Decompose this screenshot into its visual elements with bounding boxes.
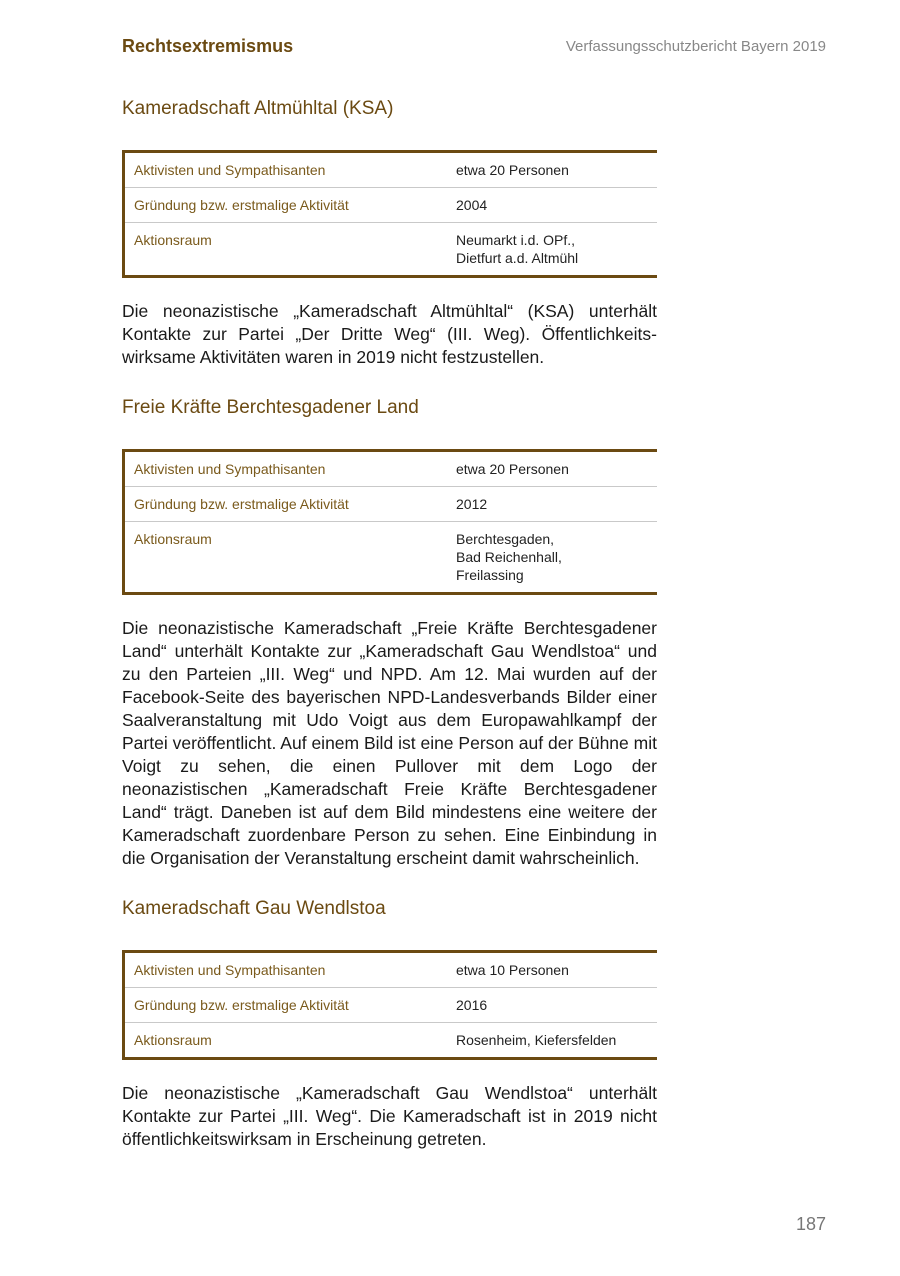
row-value — [456, 1031, 616, 1049]
row-label: Gründung bzw. erstmalige Aktivität — [134, 997, 349, 1013]
row-label: Aktionsraum — [134, 232, 212, 248]
row-value — [456, 530, 562, 584]
page-number: 187 — [795, 1214, 826, 1234]
table-row — [125, 988, 657, 1023]
row-value — [456, 161, 569, 179]
table-row — [125, 522, 657, 592]
row-label: Aktivisten und Sympathisanten — [134, 162, 326, 178]
value-line: Berchtesgaden, — [456, 531, 555, 547]
row-value — [456, 961, 569, 979]
report-title: Verfassungsschutzbericht Bayern 2019 — [565, 38, 826, 55]
table-row — [125, 452, 657, 487]
table-row — [125, 487, 657, 522]
table-row — [125, 153, 657, 188]
value-line: 2004 — [456, 197, 488, 213]
row-label: Gründung bzw. erstmalige Aktivität — [134, 197, 349, 213]
section-heading-ksa: Kameradschaft Altmühltal (KSA) — [122, 98, 394, 119]
row-label: Aktivisten und Sympathisanten — [134, 461, 326, 477]
row-value — [456, 495, 487, 513]
value-line: Bad Reichenhall, — [456, 549, 562, 565]
section-heading-gau-wendlstoa: Kameradschaft Gau Wendlstoa — [122, 898, 386, 919]
row-label: Aktivisten und Sympathisanten — [134, 962, 326, 978]
row-label: Gründung bzw. erstmalige Aktivität — [134, 496, 349, 512]
table-row — [125, 953, 657, 988]
value-line: 2012 — [456, 496, 488, 512]
section-heading-freie-kraefte: Freie Kräfte Berchtesgadener Land — [122, 397, 419, 418]
value-line: etwa 10 Personen — [456, 962, 569, 978]
table-row — [125, 188, 657, 223]
page-content — [122, 96, 657, 1177]
table-row — [125, 1023, 657, 1057]
section-paragraph: Die neonazistische „Kameradschaft Gau Wendlstoa“ unterhält Kontakte zur Partei „III. Weg“. Die Kameradschaft ist in 2019 nicht öffentlichkeitswirksam in Erscheinung getreten. — [122, 1083, 657, 1149]
value-line: Freilassing — [456, 567, 524, 583]
section-paragraph: Die neonazistische „Kameradschaft Altmühltal“ (KSA) unterhält Kontakte zur Partei „Der Dritte Weg“ (III. Weg). Öffentlichkeitswirksame Aktivitäten waren in 2019 nicht festzustellen. — [122, 301, 657, 367]
value-line: Dietfurt a.d. Altmühl — [456, 250, 579, 266]
row-label: Aktionsraum — [134, 531, 212, 547]
section-paragraph: Die neonazistische Kameradschaft „Freie Kräfte Berchtesgadener Land“ unterhält Kontakte zur „Kameradschaft Gau Wendlstoa“ und zu den Parteien „III. Weg“ und NPD. Am 12. Mai wurden auf der Facebook-Seite des bayerischen NPD-Landesverbands Bilder einer Saalveranstaltung mit Udo Voigt aus dem Europawahlkampf der Partei veröffentlicht. Auf einem Bild ist eine Person auf der Bühne mit Voigt zu sehen, die einen Pullover mit dem Logo der neonazistischen „Kameradschaft Freie Kräfte Berchtesgadener Land“ trägt. Daneben ist auf dem Bild mindestens eine weitere der Kameradschaft zuordenbare Person zu sehen. Eine Einbindung in die Organisation der Veranstaltung erscheint damit wahrscheinlich. — [122, 618, 657, 868]
row-value — [456, 460, 569, 478]
row-value — [456, 231, 578, 267]
value-line: Rosenheim, Kiefersfelden — [456, 1032, 617, 1048]
row-value — [456, 196, 487, 214]
value-line: etwa 20 Personen — [456, 162, 569, 178]
value-line: 2016 — [456, 997, 488, 1013]
row-value — [456, 996, 487, 1014]
info-table-freie-kraefte — [122, 449, 657, 595]
section-label: Rechtsextremismus — [122, 36, 294, 56]
value-line: Neumarkt i.d. OPf., — [456, 232, 576, 248]
page-header — [122, 36, 826, 60]
info-table-gau-wendlstoa — [122, 950, 657, 1060]
table-row — [125, 223, 657, 275]
row-label: Aktionsraum — [134, 1032, 212, 1048]
info-table-ksa — [122, 150, 657, 278]
value-line: etwa 20 Personen — [456, 461, 569, 477]
